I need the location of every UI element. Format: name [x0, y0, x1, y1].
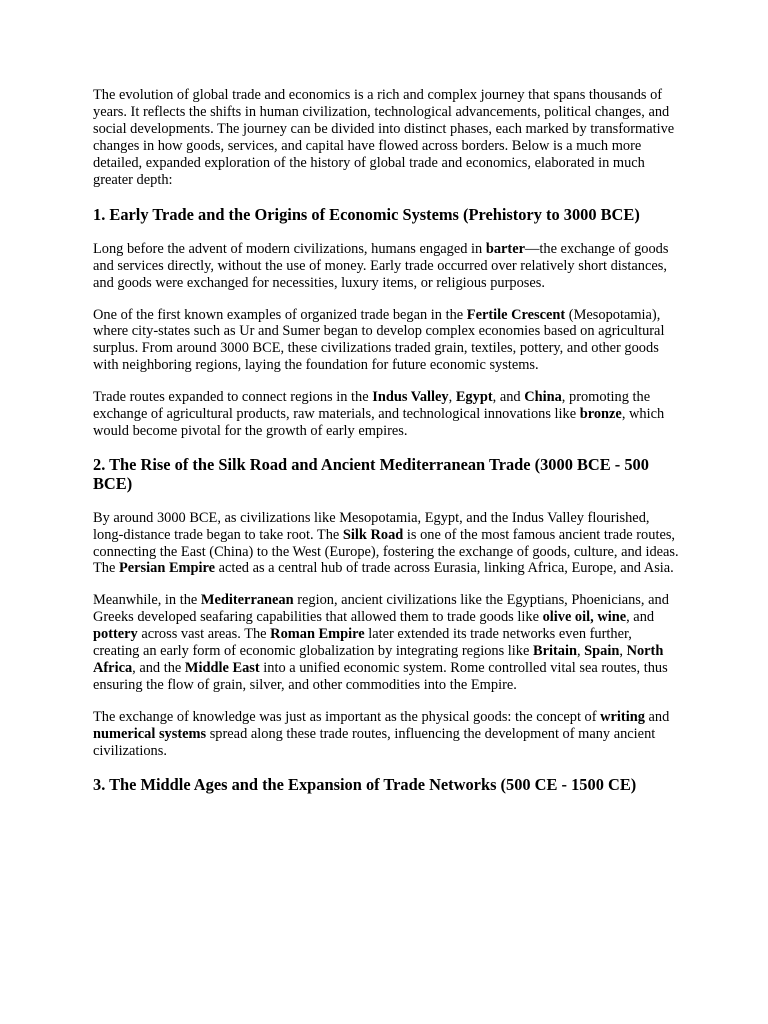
text-run: , — [619, 643, 627, 660]
text-run: region, ancient civilizations like the Egyptians, Phoenicians, and Greeks developed seafaring capabilities that allowed them to trade goods like — [93, 592, 669, 626]
bold-term: Persian Empire — [118, 560, 216, 577]
body-paragraph — [93, 307, 681, 375]
text-run: , and the — [132, 659, 185, 676]
bold-term: Roman Empire — [270, 626, 365, 643]
bold-term: China — [524, 389, 562, 406]
bold-term: Silk Road — [342, 526, 404, 543]
bold-term: North Africa — [93, 643, 664, 676]
text-run: , and — [626, 609, 655, 626]
bold-term: pottery — [93, 626, 138, 643]
text-run: , promoting the exchange of agricultural products, raw materials, and technological innovations like — [93, 389, 651, 423]
bold-term: Britain — [532, 643, 577, 660]
document-page — [93, 87, 681, 810]
section-heading: 3. The Middle Ages and the Expansion of Trade Networks (500 CE - 1500 CE) — [93, 774, 637, 794]
text-run: across vast areas. The — [137, 626, 271, 643]
bold-term: bronze — [579, 406, 622, 423]
bold-term: barter — [485, 240, 525, 257]
section-heading: 1. Early Trade and the Origins of Economic Systems (Prehistory to 3000 BCE) — [93, 205, 640, 225]
sections-container — [93, 205, 681, 793]
text-run: , — [576, 643, 585, 660]
section-heading: 2. The Rise of the Silk Road and Ancient Mediterranean Trade (3000 BCE - 500 BCE) — [93, 454, 649, 494]
bold-term: writing — [600, 708, 645, 725]
bold-term: Mediterranean — [200, 592, 294, 609]
bold-term: numerical systems — [93, 725, 207, 742]
text-run: Long before the advent of modern civilizations, humans engaged in — [93, 240, 486, 257]
bold-term: Spain — [584, 643, 620, 660]
text-run: (Mesopotamia), where city-states such as Ur and Sumer began to develop complex economies based on agricultural surplus. From around 3000 BCE, these civilizations traded grain, textiles, pottery, and other goods with neighboring regions, laying the foundation for future economic systems. — [93, 306, 665, 374]
text-run: acted as a central hub of trade across Eurasia, linking Africa, Europe, and Asia. — [215, 560, 674, 577]
text-run: , — [448, 389, 456, 406]
bold-term: Fertile Crescent — [466, 306, 566, 323]
body-paragraph — [93, 592, 681, 693]
body-paragraph — [93, 510, 681, 578]
text-run: By around 3000 BCE, as civilizations like Mesopotamia, Egypt, and the Indus Valley flourished, long-distance trade began to take root. The — [93, 509, 650, 543]
intro-paragraph: The evolution of global trade and economics is a rich and complex journey that spans thousands of years. It reflects the shifts in human civilization, technological advancements, political changes, and social developments. The journey can be divided into distinct phases, each marked by transformative changes in how goods, services, and capital have flowed across borders. Below is a much more detailed, expanded exploration of the history of global trade and economics, elaborated in much greater depth: — [93, 87, 675, 188]
text-run: , which would become pivotal for the growth of early empires. — [93, 406, 665, 439]
text-run: One of the first known examples of organized trade began in the — [93, 306, 467, 323]
text-run: and — [644, 708, 670, 725]
text-run: into a unified economic system. Rome controlled vital sea routes, thus ensuring the flow of grain, silver, and other commodities into the Empire. — [93, 659, 668, 693]
body-paragraph — [93, 709, 681, 760]
text-run: is one of the most famous ancient trade routes, connecting the East (China) to the West (Europe), fostering the exchange of goods, culture, and ideas. The — [93, 526, 679, 577]
body-paragraph — [93, 389, 681, 440]
text-run: —the exchange of goods and services directly, without the use of money. Early trade occurred over relatively short distances, and goods were exchanged for necessities, luxury items, or religious purposes. — [93, 240, 669, 291]
text-run: spread along these trade routes, influencing the development of many ancient civilizations. — [93, 725, 656, 759]
body-paragraph — [93, 241, 681, 292]
text-run: Meanwhile, in the — [93, 592, 201, 609]
bold-term: olive oil, wine — [542, 609, 627, 626]
text-run: , and — [492, 389, 525, 406]
text-run: later extended its trade networks even further, creating an early form of economic globalization by integrating regions like — [93, 626, 632, 660]
bold-term: Indus Valley — [372, 389, 449, 406]
bold-term: Middle East — [184, 659, 260, 676]
text-run: The exchange of knowledge was just as important as the physical goods: the concept of — [93, 708, 601, 725]
text-run: Trade routes expanded to connect regions in the — [93, 389, 373, 406]
bold-term: Egypt — [455, 389, 493, 406]
